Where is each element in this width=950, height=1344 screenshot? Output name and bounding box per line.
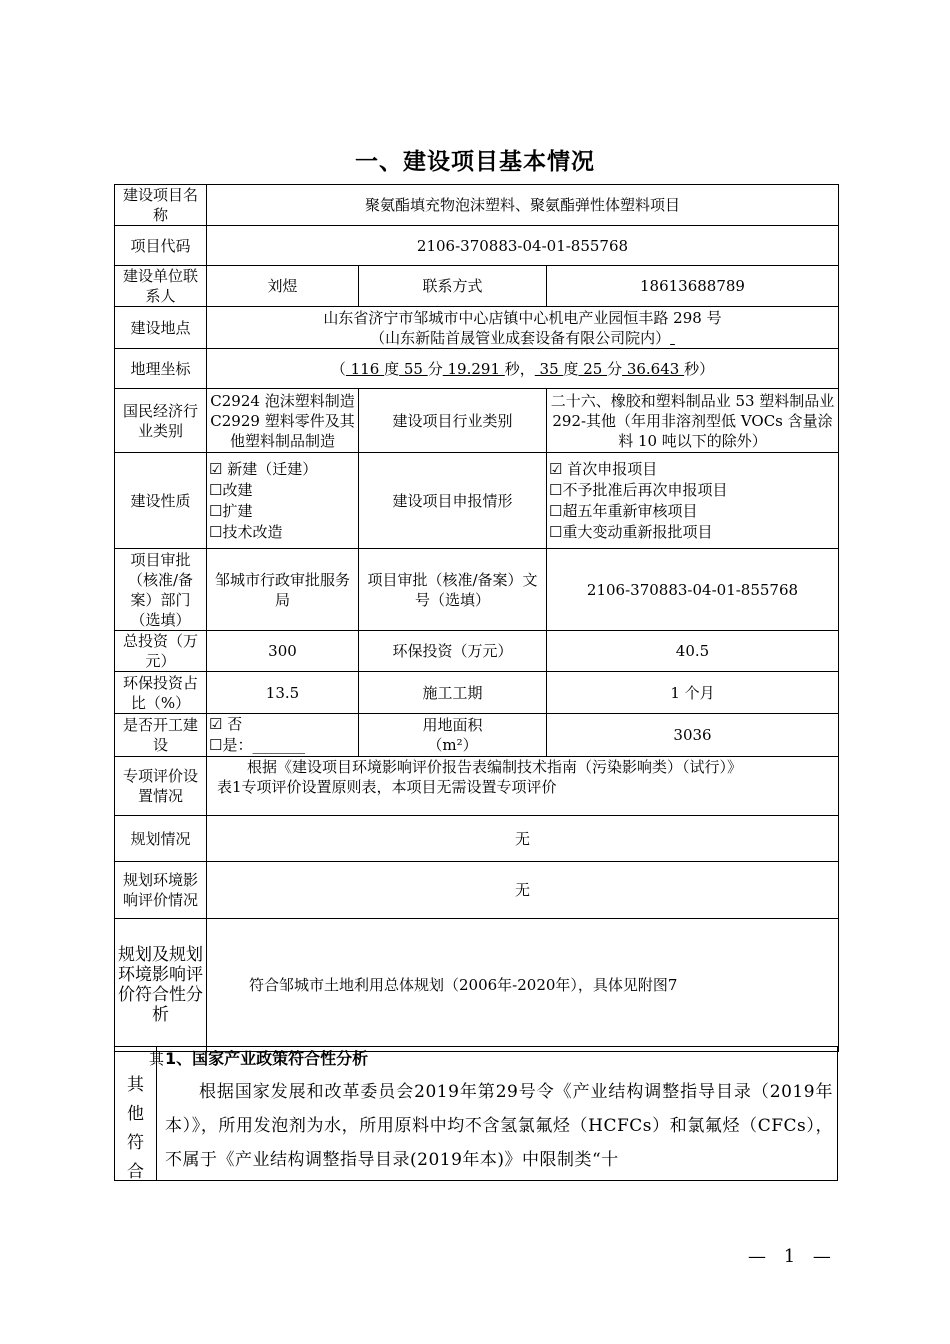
lon-degree: 116 (345, 359, 385, 378)
label-industry-category: 建设项目行业类别 (359, 389, 547, 453)
value-area: 3036 (547, 714, 839, 757)
page-number: — 1 — (748, 1246, 837, 1267)
value-ratio: 13.5 (207, 672, 359, 714)
row-ratio (115, 672, 839, 714)
row-approval (115, 549, 839, 631)
value-approval: 邹城市行政审批服务局 (207, 549, 359, 631)
location-line1: 山东省济宁市邹城市中心店镇中心机电产业园恒丰路 298 号 (323, 308, 722, 327)
value-industry-category: 二十六、橡胶和塑料制品业 53 塑料制品业 292-其他（年用非溶剂型低 VOCs 含量涂料 10 吨以下的除外） (547, 389, 839, 453)
checkbox-expand: ☐扩建 (209, 501, 253, 520)
row-project-name (115, 185, 839, 226)
other-conformity-label: 其 其 他 符 合 (115, 1047, 157, 1180)
row-nature (115, 453, 839, 549)
value-project-name: 聚氨酯填充物泡沫塑料、聚氨酯弹性体塑料项目 (207, 185, 839, 226)
row-planning-env (115, 862, 839, 919)
label-planning-conform: 规划及规划环境影响评价符合性分析 (115, 919, 207, 1052)
value-industry: C2924 泡沫塑料制造 C2929 塑料零件及其他塑料制品制造 (207, 389, 359, 453)
checkbox-not-started: ☑ 否 (209, 715, 243, 733)
label-investment: 总投资（万元） (115, 631, 207, 672)
value-location (207, 307, 839, 349)
label-location: 建设地点 (115, 307, 207, 349)
value-coordinates: （ 116 度 55 分 19.291 秒， 35 度 25 分 36.643 秒） (207, 349, 839, 389)
label-period: 施工工期 (359, 672, 547, 714)
label-env-investment: 环保投资（万元） (359, 631, 547, 672)
label-area: 用地面积 （m²） (359, 714, 547, 757)
row-started (115, 714, 839, 757)
label-approval: 项目审批（核准/备案）部门（选填） (115, 549, 207, 631)
row-location (115, 307, 839, 349)
label-planning: 规划情况 (115, 816, 207, 862)
page-title: 一、建设项目基本情况 (355, 149, 595, 175)
label-approval-doc: 项目审批（核准/备案）文号（选填） (359, 549, 547, 631)
value-investment: 300 (207, 631, 359, 672)
row-project-code (115, 226, 839, 266)
lat-second: 36.643 (622, 359, 685, 378)
checkbox-reapply: ☐不予批准后再次申报项目 (549, 480, 728, 499)
label-started: 是否开工建设 (115, 714, 207, 757)
value-special-eval: 根据《建设项目环境影响评价报告表编制技术指南（污染影响类）（试行）》 表1专项评价设置原则表，本项目无需设置专项评价 (207, 757, 839, 816)
label-contact-method: 联系方式 (359, 266, 547, 307)
row-planning (115, 816, 839, 862)
value-env-investment: 40.5 (547, 631, 839, 672)
label-nature: 建设性质 (115, 453, 207, 549)
checkbox-tech: ☐技术改造 (209, 522, 283, 541)
row-contact (115, 266, 839, 307)
other-label-top: 其 (149, 1050, 165, 1068)
label-special-eval: 专项评价设置情况 (115, 757, 207, 816)
label-project-code: 项目代码 (115, 226, 207, 266)
row-coordinates (115, 349, 839, 389)
label-coordinates: 地理坐标 (115, 349, 207, 389)
value-contact: 刘煜 (207, 266, 359, 307)
checkbox-first-apply: ☑ 首次申报项目 (549, 459, 658, 478)
apply-options (547, 453, 839, 549)
label-ratio: 环保投资占比（%） (115, 672, 207, 714)
other-conformity-content (165, 1047, 833, 1177)
value-planning-env: 无 (207, 862, 839, 919)
label-contact: 建设单位联系人 (115, 266, 207, 307)
lon-minute: 55 (399, 359, 428, 378)
label-industry: 国民经济行业类别 (115, 389, 207, 453)
lat-minute: 25 (578, 359, 608, 378)
row-special-eval (115, 757, 839, 816)
checkbox-rebuild: ☐改建 (209, 480, 253, 499)
label-planning-env: 规划环境影响评价情况 (115, 862, 207, 919)
nature-options (207, 453, 359, 549)
lat-degree: 35 (534, 359, 564, 378)
value-project-code: 2106-370883-04-01-855768 (207, 226, 839, 266)
checkbox-five-year: ☐超五年重新审核项目 (549, 501, 698, 520)
section-heading: 1、国家产业政策符合性分析 (165, 1049, 369, 1068)
label-apply: 建设项目申报情形 (359, 453, 547, 549)
lon-second: 19.291 (442, 359, 505, 378)
row-investment (115, 631, 839, 672)
section-paragraph: 根据国家发展和改革委员会2019年第29号令《产业结构调整指导目录（2019年本）》，所用发泡剂为水，所用原料中均不含氢氯氟烃（HCFCs）和氯氟烃（CFCs），不属于《产业结构调整指导目录(2019年本)》中限制类“十 (165, 1082, 833, 1170)
value-period: 1 个月 (547, 672, 839, 714)
value-planning-conform: 符合邹城市土地利用总体规划（2006年-2020年），具体见附图7 (207, 919, 839, 1052)
checkbox-major-change: ☐重大变动重新报批项目 (549, 522, 713, 541)
location-line2: （山东新陆首晟管业成套设备有限公司院内） (370, 328, 671, 347)
row-industry (115, 389, 839, 453)
other-conformity-section (114, 1046, 838, 1181)
project-info-table (114, 184, 839, 1052)
label-project-name: 建设项目名称 (115, 185, 207, 226)
checkbox-new: ☑ 新建（迁建） (209, 459, 318, 478)
value-approval-doc: 2106-370883-04-01-855768 (547, 549, 839, 631)
row-planning-conform (115, 919, 839, 1052)
value-contact-method: 18613688789 (547, 266, 839, 307)
started-options (207, 714, 359, 757)
checkbox-started: ☐是：_______ (209, 736, 305, 754)
started-blank: _______ (252, 736, 305, 754)
value-planning: 无 (207, 816, 839, 862)
